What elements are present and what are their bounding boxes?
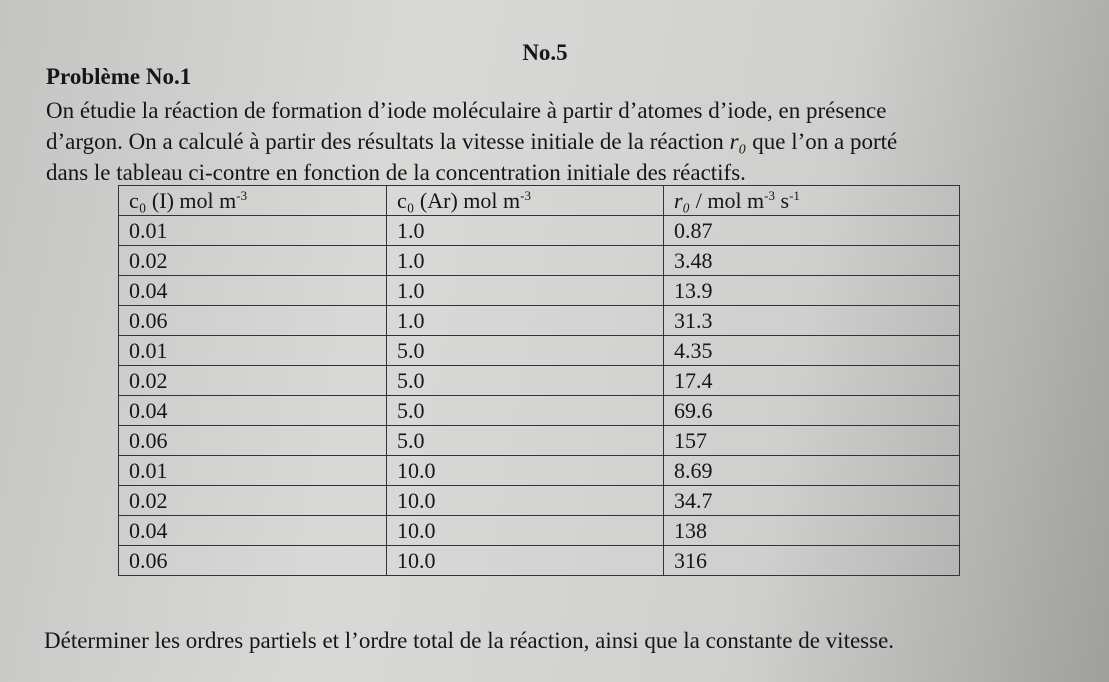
cell-rate: 316 — [664, 546, 960, 576]
cell-argon: 5.0 — [387, 366, 664, 396]
cell-rate: 69.6 — [664, 396, 960, 426]
header-argon-concentration: c₀ (Ar) mol $m^{-3}$ — [387, 186, 664, 216]
table-row — [119, 216, 960, 246]
page-number: No.5 — [522, 40, 568, 65]
cell-argon: 10.0 — [387, 546, 664, 576]
cell-iodine: 0.02 — [119, 486, 387, 516]
cell-argon: 5.0 — [387, 396, 664, 426]
cell-rate: 17.4 — [664, 366, 960, 396]
cell-argon: 1.0 — [387, 246, 664, 276]
cell-argon: 1.0 — [387, 216, 664, 246]
table-row — [119, 396, 960, 426]
cell-rate: 8.69 — [664, 456, 960, 486]
cell-argon: 10.0 — [387, 456, 664, 486]
table-header-row — [119, 186, 960, 216]
table-row — [119, 306, 960, 336]
cell-iodine: 0.02 — [119, 366, 387, 396]
cell-rate: 138 — [664, 516, 960, 546]
cell-rate: 13.9 — [664, 276, 960, 306]
cell-argon: 5.0 — [387, 336, 664, 366]
cell-iodine: 0.01 — [119, 216, 387, 246]
cell-argon: 1.0 — [387, 306, 664, 336]
rate-symbol: r₀ — [729, 129, 747, 154]
problem-title: Problème No.1 — [46, 64, 192, 89]
cell-iodine: 0.04 — [119, 276, 387, 306]
cell-rate: 4.35 — [664, 336, 960, 366]
question-text: Déterminer les ordres partiels et l’ordre total de la réaction, ainsi que la constante de vitesse. — [44, 628, 895, 653]
cell-iodine: 0.04 — [119, 396, 387, 426]
header-iodine-concentration: c₀ (I) mol $m^{-3}$ — [119, 186, 387, 216]
cell-iodine: 0.06 — [119, 426, 387, 456]
cell-iodine: 0.06 — [119, 546, 387, 576]
table-row — [119, 486, 960, 516]
cell-iodine: 0.01 — [119, 456, 387, 486]
cell-rate: 34.7 — [664, 486, 960, 516]
statement-text: que l’on a porté — [746, 129, 898, 154]
table-row — [119, 336, 960, 366]
table-body — [119, 216, 960, 576]
cell-iodine: 0.04 — [119, 516, 387, 546]
table-row — [119, 246, 960, 276]
header-initial-rate: r₀ / mol $m^{-3}$ $s^{-1}$ — [664, 186, 960, 216]
rate-data-table — [118, 185, 960, 576]
cell-rate: 3.48 — [664, 246, 960, 276]
cell-rate: 157 — [664, 426, 960, 456]
table-row — [119, 276, 960, 306]
cell-argon: 10.0 — [387, 486, 664, 516]
statement-line-2 — [46, 126, 1046, 157]
table-row — [119, 426, 960, 456]
cell-rate: 31.3 — [664, 306, 960, 336]
cell-iodine: 0.01 — [119, 336, 387, 366]
cell-rate: 0.87 — [664, 216, 960, 246]
cell-argon: 10.0 — [387, 516, 664, 546]
cell-argon: 5.0 — [387, 426, 664, 456]
cell-iodine: 0.06 — [119, 306, 387, 336]
statement-line-3: dans le tableau ci-contre en fonction de la concentration initiale des réactifs. — [46, 160, 746, 185]
statement-text: d’argon. On a calculé à partir des résultats la vitesse initiale de la réaction — [46, 129, 730, 154]
table-row — [119, 516, 960, 546]
statement-line-1: On étudie la réaction de formation d’iode moléculaire à partir d’atomes d’iode, en présence — [46, 98, 887, 123]
cell-iodine: 0.02 — [119, 246, 387, 276]
table-row — [119, 456, 960, 486]
cell-argon: 1.0 — [387, 276, 664, 306]
table-row — [119, 366, 960, 396]
problem-statement — [46, 95, 1046, 188]
table-row — [119, 546, 960, 576]
